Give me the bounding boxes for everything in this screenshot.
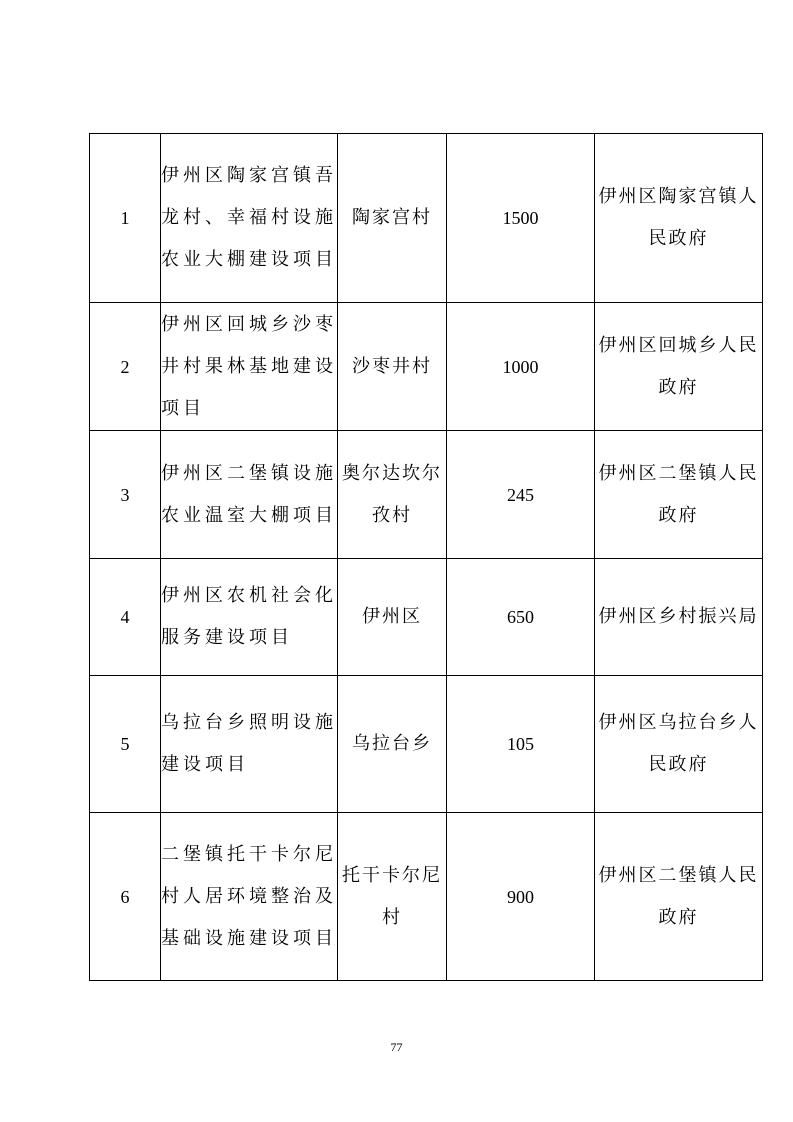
row-number: 3: [90, 431, 161, 559]
row-number: 4: [90, 559, 161, 676]
project-location: 伊州区: [338, 559, 447, 676]
project-name: 二堡镇托干卡尔尼村人居环境整治及基础设施建设项目: [161, 813, 338, 981]
project-amount: 900: [447, 813, 595, 981]
project-amount: 1500: [447, 134, 595, 303]
project-location: 乌拉台乡: [338, 676, 447, 813]
table-row: [90, 303, 763, 431]
project-location: 陶家宫村: [338, 134, 447, 303]
project-name: 伊州区回城乡沙枣井村果林基地建设项目: [161, 303, 338, 431]
project-name: 伊州区陶家宫镇吾龙村、幸福村设施农业大棚建设项目: [161, 134, 338, 303]
row-number: 5: [90, 676, 161, 813]
row-number: 2: [90, 303, 161, 431]
table-row: [90, 676, 763, 813]
responsible-org: 伊州区回城乡人民政府: [595, 303, 763, 431]
project-amount: 650: [447, 559, 595, 676]
responsible-org: 伊州区乡村振兴局: [595, 559, 763, 676]
row-number: 1: [90, 134, 161, 303]
page-number: 77: [390, 1040, 403, 1054]
project-name: 伊州区二堡镇设施农业温室大棚项目: [161, 431, 338, 559]
project-table: [89, 133, 763, 981]
table-row: [90, 431, 763, 559]
responsible-org: 伊州区乌拉台乡人民政府: [595, 676, 763, 813]
responsible-org: 伊州区二堡镇人民政府: [595, 813, 763, 981]
row-number: 6: [90, 813, 161, 981]
project-name: 伊州区农机社会化服务建设项目: [161, 559, 338, 676]
project-amount: 105: [447, 676, 595, 813]
table-row: [90, 813, 763, 981]
responsible-org: 伊州区二堡镇人民政府: [595, 431, 763, 559]
project-amount: 1000: [447, 303, 595, 431]
project-amount: 245: [447, 431, 595, 559]
table-row: [90, 134, 763, 303]
responsible-org: 伊州区陶家宫镇人民政府: [595, 134, 763, 303]
project-location: 沙枣井村: [338, 303, 447, 431]
table-row: [90, 559, 763, 676]
project-location: 奥尔达坎尔孜村: [338, 431, 447, 559]
project-name: 乌拉台乡照明设施建设项目: [161, 676, 338, 813]
project-location: 托干卡尔尼村: [338, 813, 447, 981]
